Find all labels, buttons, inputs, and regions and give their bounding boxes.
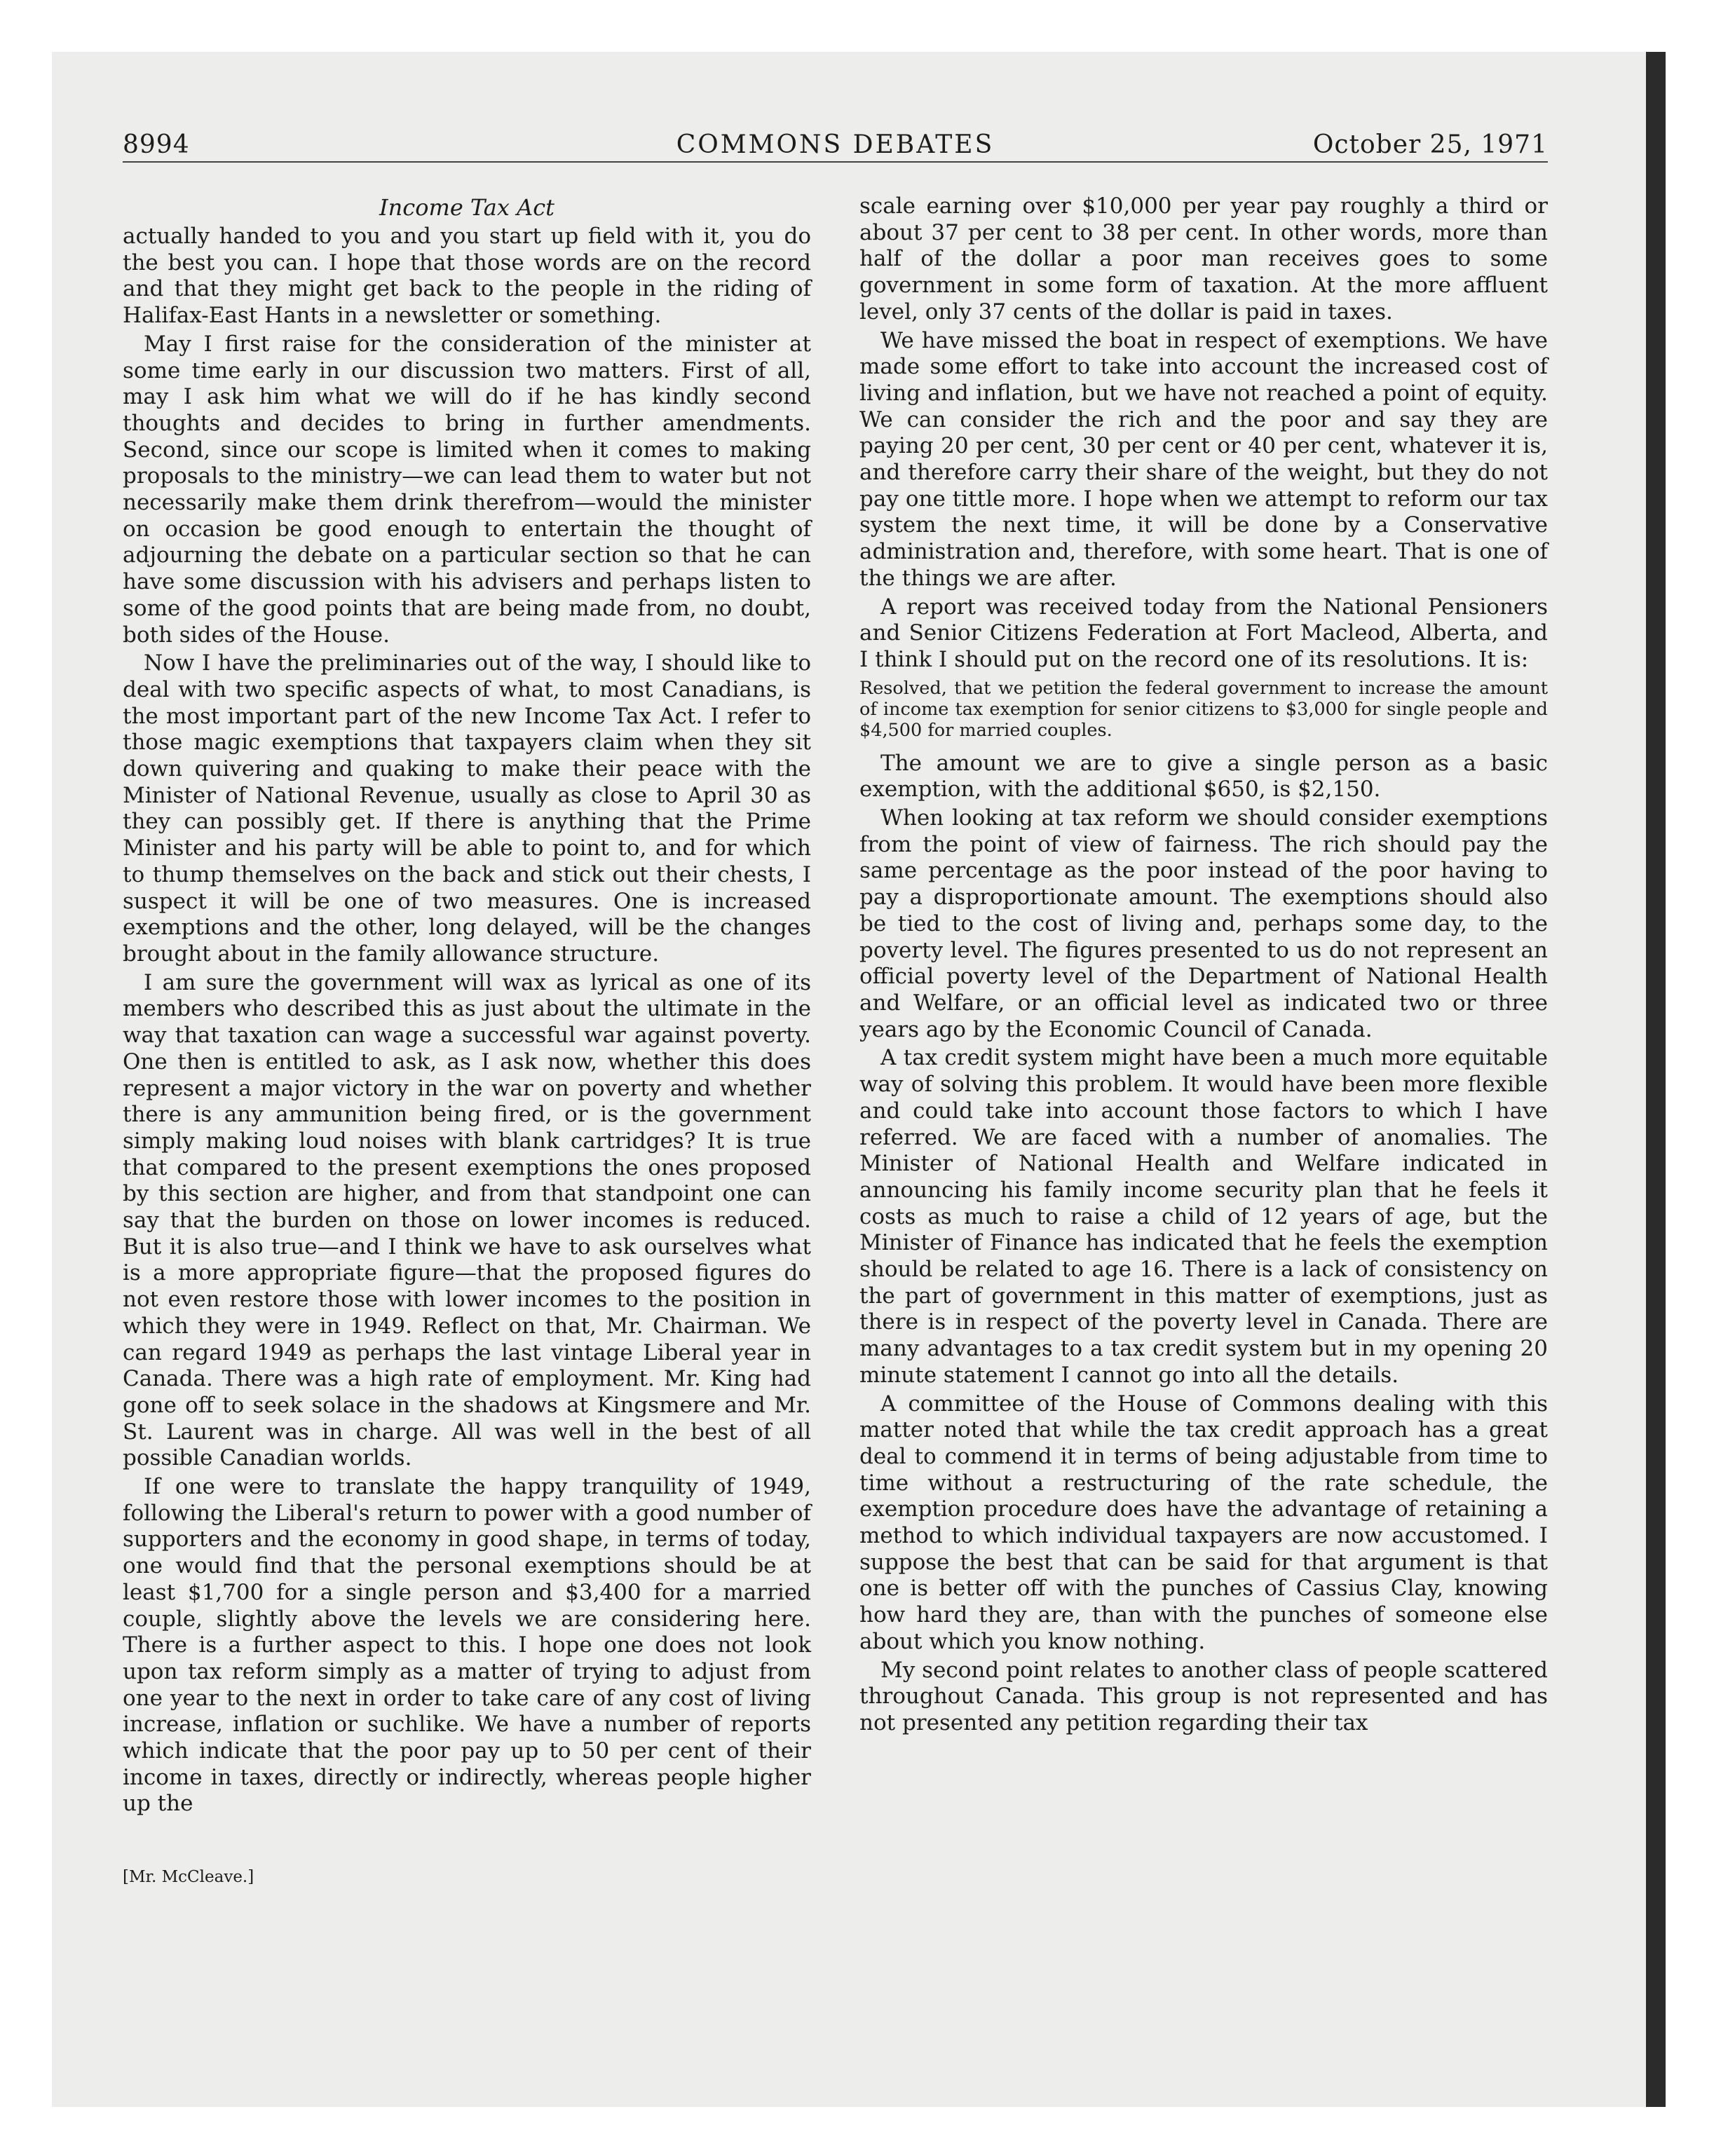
paragraph: actually handed to you and you start up field with it, you do the best you can. I hope that those words are on the record and that they might get back to the people in the riding of Halifax-East Hants in a newsletter or something. (123, 224, 811, 329)
page-header (123, 130, 1548, 164)
paragraph: I am sure the government will wax as lyrical as one of its members who described this as just about the ultimate in the way that taxation can wage a successful war against poverty. One then is entitled to ask, as I ask now, whether this does represent a major victory in the war on poverty and whether there is any ammunition being fired, or is the government simply making loud noises with blank cartridges? It is true that compared to the present exemptions the ones proposed by this section are higher, and from that standpoint one can say that the burden on those on lower incomes is reduced. But it is also true—and I think we have to ask ourselves what is a more appropriate figure—that the proposed figures do not even restore those with lower incomes to the position in which they were in 1949. Reflect on that, Mr. Chairman. We can regard 1949 as perhaps the last vintage Liberal year in Canada. There was a high rate of employment. Mr. King had gone off to seek solace in the shadows at Kingsmere and Mr. St. Laurent was in charge. All was well in the best of all possible Canadian worlds. (123, 969, 811, 1471)
publication-title: COMMONS DEBATES (676, 130, 995, 159)
page-date: October 25, 1971 (1312, 130, 1548, 159)
paragraph: If one were to translate the happy tranquility of 1949, following the Liberal's return to power with a good number of supporters and the economy in good shape, in terms of today, one would find that the personal exemptions should be at least $1,700 for a single person and $3,400 for a married couple, slightly above the levels we are considering here. There is a further aspect to this. I hope one does not look upon tax reform simply as a matter of trying to adjust from one year to the next in order to take care of any cost of living increase, inflation or suchlike. We have a number of reports which indicate that the poor pay up to 50 per cent of their income in taxes, directly or indirectly, whereas people higher up the (123, 1474, 811, 1817)
paragraph: A tax credit system might have been a much more equitable way of solving this problem. It would have been more flexible and could take into account those factors to which I have referred. We are faced with a number of anomalies. The Minister of National Health and Welfare indicated in announcing his family income security plan that he feels it costs as much to raise a child of 12 years of age, but the Minister of Finance has indicated that he feels the exemption should be related to age 16. There is a lack of consistency on the part of government in this matter of exemptions, just as there is in respect of the poverty level in Canada. There are many advantages to a tax credit system but in my opening 20 minute statement I cannot go into all the details. (859, 1045, 1548, 1388)
paragraph: A report was received today from the National Pensioners and Senior Citizens Federation at Fort Macleod, Alberta, and I think I should put on the record one of its resolutions. It is: (859, 594, 1548, 672)
paragraph: scale earning over $10,000 per year pay roughly a third or about 37 per cent to 38 per cent. In other words, more than half of the dollar a poor man receives goes to some government in some form of taxation. At the more affluent level, only 37 cents of the dollar is paid in taxes. (859, 193, 1548, 325)
right-column (859, 193, 1548, 1737)
paragraph: A committee of the House of Commons dealing with this matter noted that while the tax credit approach has a great deal to commend it in terms of being adjustable from time to time without a restructuring of the rate schedule, the exemption procedure does have the advantage of retaining a method to which individual taxpayers are now accustomed. I suppose the best that can be said for that argument is that one is better off with the punches of Cassius Clay, knowing how hard they are, than with the punches of someone else about which you know nothing. (859, 1391, 1548, 1654)
paragraph: My second point relates to another class of people scattered throughout Canada. This group is not represented and has not presented any petition regarding their tax (859, 1657, 1548, 1735)
paragraph: The amount we are to give a single person as a basic exemption, with the additional $650, is $2,150. (859, 750, 1548, 803)
paragraph: Now I have the preliminaries out of the way, I should like to deal with two specific aspects of what, to most Canadians, is the most important part of the new Income Tax Act. I refer to those magic exemptions that taxpayers claim when they sit down quivering and quaking to make their peace with the Minister of National Revenue, usually as close to April 30 as they can possibly get. If there is anything that the Prime Minister and his party will be able to point to, and for which to thump themselves on the back and stick out their chests, I suspect it will be one of two measures. One is increased exemptions and the other, long delayed, will be the changes brought about in the family allowance structure. (123, 650, 811, 967)
paragraph: We have missed the boat in respect of exemptions. We have made some effort to take into account the increased cost of living and inflation, but we have not reached a point of equity. We can consider the rich and the poor and say they are paying 20 per cent, 30 per cent or 40 per cent, whatever it is, and therefore carry their share of the weight, but they do not pay one tittle more. I hope when we attempt to reform our tax system the next time, it will be done by a Conservative administration and, therefore, with some heart. That is one of the things we are after. (859, 327, 1548, 591)
page-number: 8994 (123, 130, 190, 159)
resolution-quote: Resolved, that we petition the federal government to increase the amount of income tax exemption for senior citizens to $3,000 for single people and $4,500 for married couples. (859, 677, 1548, 741)
speaker-attribution: [Mr. McCleave.] (123, 1868, 254, 1886)
left-column (123, 193, 811, 1817)
section-subhead: Income Tax Act (379, 194, 554, 221)
paragraph: When looking at tax reform we should consider exemptions from the point of view of fairness. The rich should pay the same percentage as the poor instead of the poor having to pay a disproportionate amount. The exemptions should also be tied to the cost of living and, perhaps some day, to the poverty level. The figures presented to us do not represent an official poverty level of the Department of National Health and Welfare, or an official level as indicated two or three years ago by the Economic Council of Canada. (859, 805, 1548, 1042)
binding-edge (1646, 52, 1666, 2107)
paragraph: May I first raise for the consideration of the minister at some time early in our discussion two matters. First of all, may I ask him what we will do if he has kindly second thoughts and decides to bring in further amendments. Second, since our scope is limited when it comes to making proposals to the ministry—we can lead them to water but not necessarily make them drink therefrom—would the minister on occasion be good enough to entertain the thought of adjourning the debate on a particular section so that he can have some discussion with his advisers and perhaps listen to some of the good points that are being made from, no doubt, both sides of the House. (123, 331, 811, 648)
header-rule (123, 161, 1548, 163)
